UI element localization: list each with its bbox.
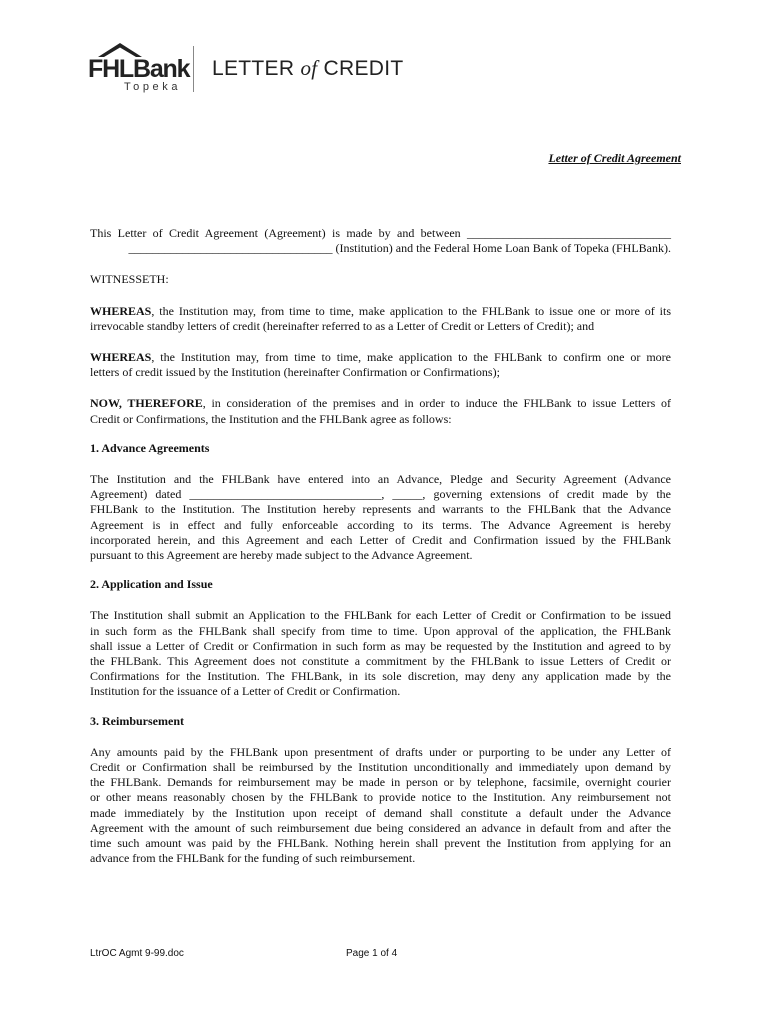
witnesseth-heading: WITNESSETH: <box>90 272 169 287</box>
section-line: Confirmations for the Institution. The FHLBank, in its sole discretion, may deny any application made by the <box>90 669 671 684</box>
section-line: time such amount was paid by the FHLBank. Nothing herein shall prevent the Institution from applying for an <box>90 836 671 851</box>
intro-line-1: This Letter of Credit Agreement (Agreement) is made by and between __________________________________ <box>90 226 671 240</box>
section-line: advance from the FHLBank for the funding of such reimbursement. <box>90 851 416 866</box>
title-post: CREDIT <box>323 57 404 80</box>
whereas-paragraph-1 <box>90 304 671 334</box>
document-body <box>90 226 671 867</box>
section-line: incorporated herein, and this Agreement and each Letter of Credit and Confirmation issued by the FHLBank <box>90 532 671 547</box>
whereas-2-lead: WHEREAS <box>90 350 152 365</box>
section-line: pursuant to this Agreement are hereby made subject to the Advance Agreement. <box>90 548 473 563</box>
section-line: Institution for the issuance of a Letter of Credit or Confirmation. <box>90 684 401 699</box>
section-2-body <box>90 608 671 699</box>
now-therefore-paragraph <box>90 396 671 426</box>
section-line: Credit or Confirmation shall be reimbursed by the Institution unconditionally and immediately upon demand by <box>90 760 671 775</box>
footer-filename: LtrOC Agmt 9-99.doc <box>90 948 184 959</box>
section-line: in such form as the FHLBank shall specify from time to time. Upon approval of the application, the FHLBank <box>90 623 671 638</box>
section-3-heading: 3. Reimbursement <box>90 713 184 728</box>
section-line: Agreement) dated ________________________________, _____, governing extensions of credit made by the <box>90 487 671 502</box>
section-line: Any amounts paid by the FHLBank upon presentment of drafts under or purporting to be under any Letter of <box>90 744 671 759</box>
whereas-2-line-2: letters of credit issued by the Institution (hereinafter Confirmation or Confirmations); <box>90 365 500 380</box>
section-line: the FHLBank. This Agreement does not constitute a commitment by the FHLBank to issue Letters of Credit or <box>90 654 671 669</box>
section-3-body <box>90 745 671 867</box>
section-line: The Institution shall submit an Application to the FHLBank for each Letter of Credit or Confirmation to be issued <box>90 608 671 623</box>
logo-name: FHLBank <box>88 55 190 83</box>
header-title <box>212 58 404 79</box>
document-label: Letter of Credit Agreement <box>548 151 681 165</box>
logo-city: Topeka <box>124 81 182 93</box>
section-line: shall issue a Letter of Credit or Confirmation in such form as may be requested by the Institution and agreed to by <box>90 638 671 653</box>
whereas-1-lead: WHEREAS <box>90 303 152 318</box>
section-line: the FHLBank. Demands for reimbursement may be made in person or by telephone, facsimile, overnight courier <box>90 775 671 790</box>
section-2-heading: 2. Application and Issue <box>90 577 213 592</box>
header-divider <box>193 46 194 92</box>
section-line: The Institution and the FHLBank have entered into an Advance, Pledge and Security Agreement (Advance <box>90 472 671 487</box>
footer-page-number: Page 1 of 4 <box>346 948 398 959</box>
fhlbank-logo <box>88 42 198 92</box>
whereas-2-line-1: , the Institution may, from time to time, make application to the FHLBank to confirm one or more <box>151 350 671 365</box>
whereas-1-line-1: , the Institution may, from time to time, make application to the FHLBank to issue one or more of its <box>151 303 671 318</box>
whereas-paragraph-2 <box>90 350 671 380</box>
section-line: Agreement with the amount of such reimbursement due being considered an advance in default from and after the <box>90 820 671 835</box>
section-1-heading: 1. Advance Agreements <box>90 440 210 455</box>
section-line: Agreement is in effect and fully enforceable according to its terms. The Advance Agreement is hereby <box>90 517 671 532</box>
intro-line-2: __________________________________ (Institution) and the Federal Home Loan Bank of Topeka (FHLBank). <box>128 241 671 256</box>
section-line: made immediately by the Institution upon receipt of demand shall constitute a default under the Advance <box>90 805 671 820</box>
section-line: FHLBank to the Institution. The Institution hereby represents and warrants to the FHLBank that the Advance <box>90 502 671 517</box>
intro-paragraph <box>90 226 671 256</box>
now-therefore-lead: NOW, THEREFORE <box>90 396 203 411</box>
title-of: of <box>300 56 318 80</box>
now-therefore-line-1: , in consideration of the premises and in order to induce the FHLBank to issue Letters of <box>202 396 672 411</box>
title-pre: LETTER <box>212 57 301 80</box>
section-line: or other means reasonably chosen by the FHLBank to provide notice to the Institution. Any reimbursement not <box>90 790 671 805</box>
section-1-body <box>90 472 671 563</box>
now-therefore-line-2: Credit or Confirmations, the Institution and the FHLBank agree as follows: <box>90 411 452 426</box>
whereas-1-line-2: irrevocable standby letters of credit (hereinafter referred to as a Letter of Credit or Letters of Credit); and <box>90 318 595 333</box>
